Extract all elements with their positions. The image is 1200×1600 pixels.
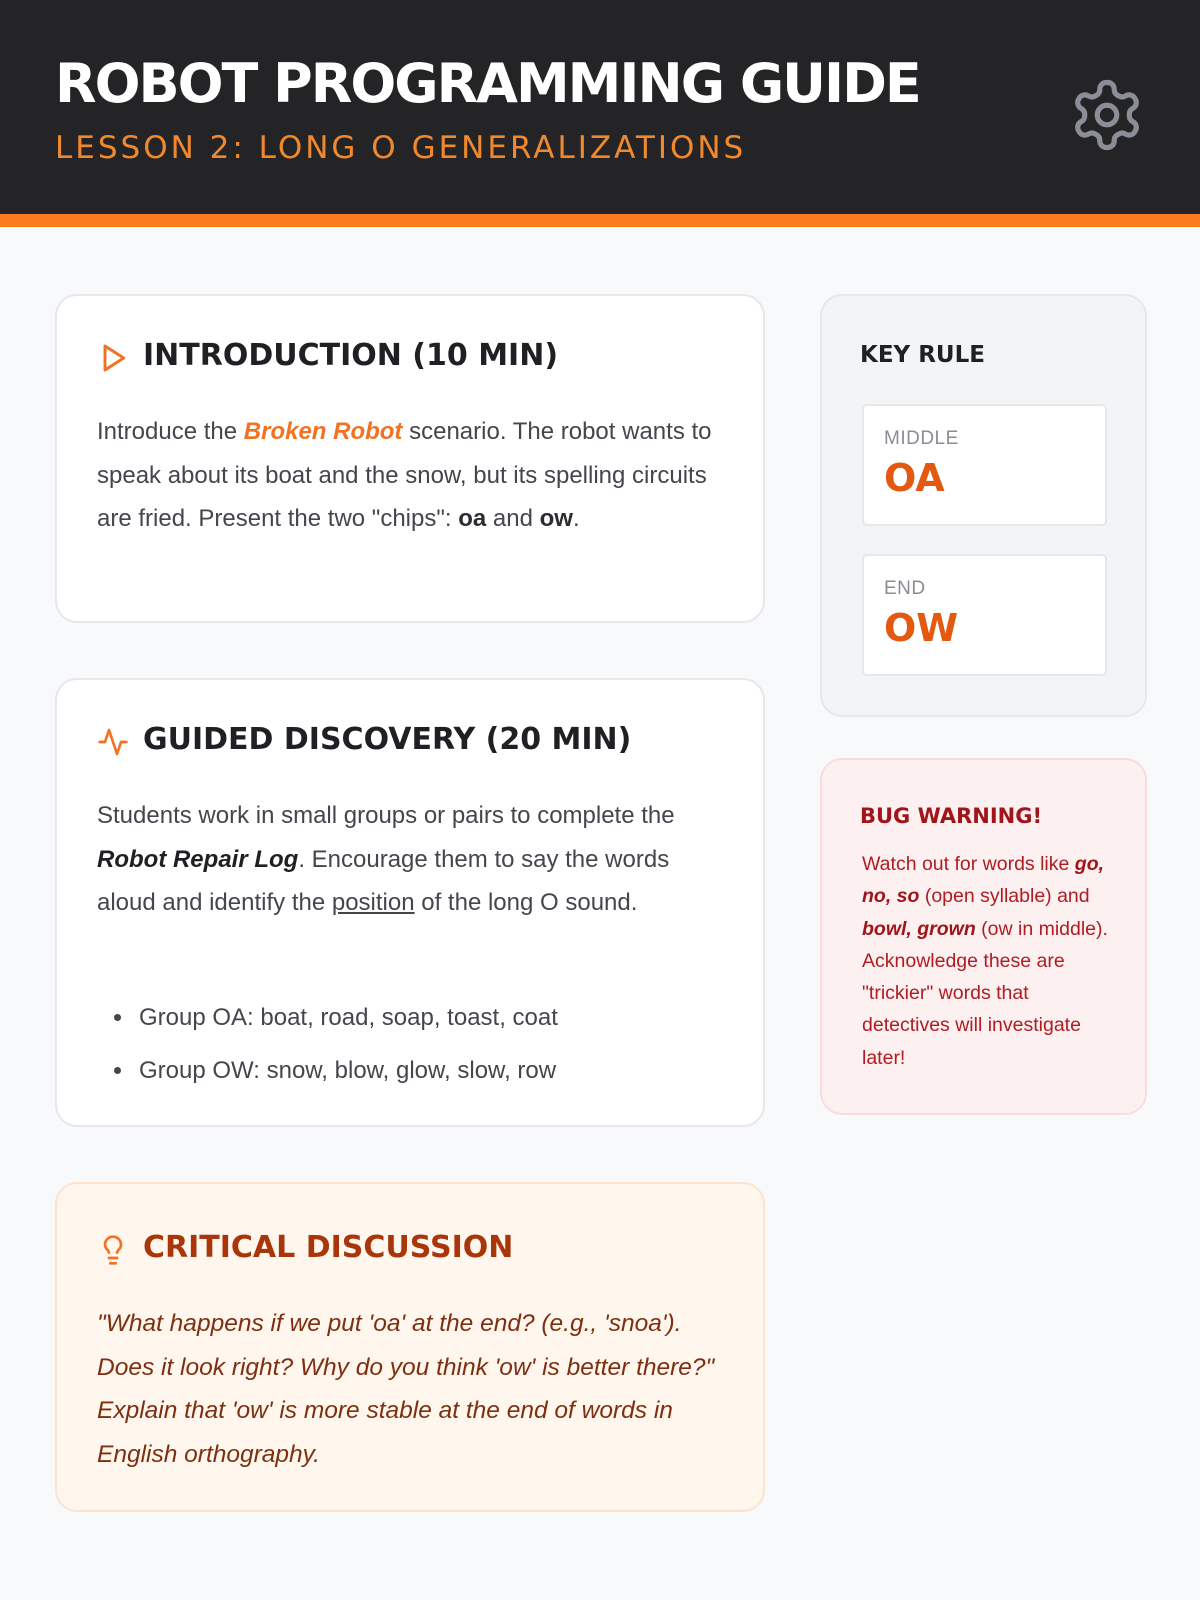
rule-label: MIDDLE — [884, 428, 959, 449]
lightbulb-icon — [97, 1234, 129, 1266]
robot-repair-log-highlight: Robot Repair Log — [97, 845, 299, 873]
rule-value: OW — [884, 606, 959, 650]
bug-warning-panel — [820, 758, 1147, 1115]
critical-discussion-text: "What happens if we put 'oa' at the end? (e.g., 'snoa'). Does it look right? Why do you think 'ow' is better there?" Explain that 'ow' is more stable at the end of words in English orthography. — [97, 1310, 715, 1468]
play-icon — [97, 342, 129, 374]
rule-middle-box — [862, 404, 1107, 526]
bug-warning-text: Watch out for words like go, no, so (open syllable) and bowl, grown (ow in middle). Acknowledge these are "trickier" words that detectives will investigate later! — [862, 853, 1108, 1069]
rule-label: END — [884, 578, 926, 599]
broken-robot-highlight: Broken Robot — [243, 418, 403, 445]
gear-icon[interactable] — [1068, 76, 1146, 154]
rule-end-box — [862, 554, 1107, 676]
introduction-text: Introduce the Broken Robot scenario. The robot wants to speak about its boat and the snow, but its spelling circuits are fried. Present the two "chips": oa and ow. — [97, 418, 712, 532]
guided-discovery-title: GUIDED DISCOVERY (20 MIN) — [143, 722, 632, 757]
rule-value: OA — [884, 456, 945, 500]
introduction-title: INTRODUCTION (10 MIN) — [143, 338, 559, 373]
key-rule-panel — [820, 294, 1147, 717]
page-title: ROBOT PROGRAMMING GUIDE — [55, 52, 920, 115]
introduction-card — [55, 294, 765, 623]
activity-icon — [97, 726, 129, 758]
critical-discussion-title: CRITICAL DISCUSSION — [143, 1230, 514, 1265]
guided-discovery-card — [55, 678, 765, 1127]
list-item: • Group OA: boat, road, soap, toast, coat — [135, 997, 558, 1050]
lesson-subtitle: LESSON 2: LONG O GENERALIZATIONS — [55, 130, 747, 166]
page-header — [0, 0, 1200, 227]
bug-warning-title: BUG WARNING! — [860, 804, 1043, 828]
guided-discovery-text: Students work in small groups or pairs to complete the Robot Repair Log. Encourage them to say the words aloud and identify the position of the long O sound. — [97, 802, 675, 916]
critical-discussion-card — [55, 1182, 765, 1512]
word-group-list — [135, 997, 558, 1103]
key-rule-title: KEY RULE — [860, 342, 985, 368]
list-item: • Group OW: snow, blow, glow, slow, row — [135, 1050, 558, 1103]
